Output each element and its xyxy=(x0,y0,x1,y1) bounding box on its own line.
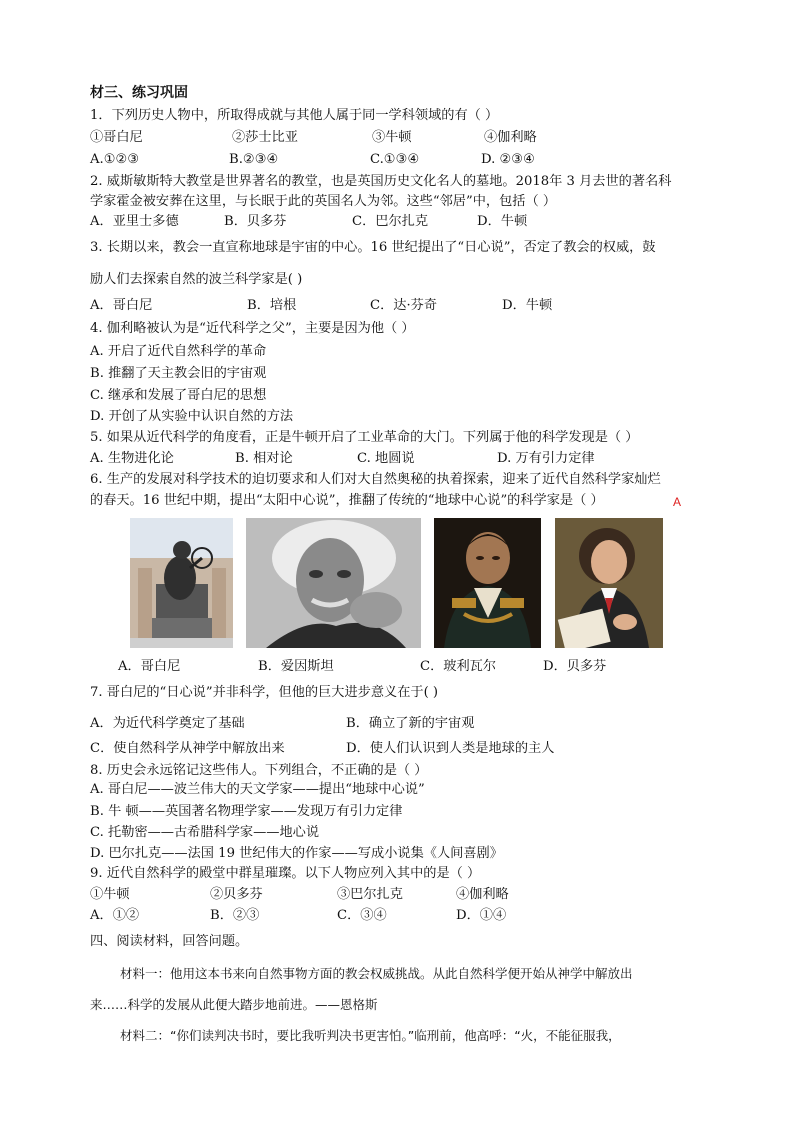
q1-item: ④伽利略 xyxy=(484,130,537,145)
q6-option-d[interactable]: D．贝多芬 xyxy=(543,659,607,674)
q3-option-c[interactable]: C．达·芬奇 xyxy=(370,298,438,313)
q5-stem: 5. 如果从近代科学的角度看，正是牛顿开启了工业革命的大门。下列属于他的科学发现是（ ） xyxy=(90,430,639,445)
q1-option-d[interactable]: D. ②③④ xyxy=(481,152,535,167)
material2-line1: 材料二：“你们读判决书时，要比我听判决书更害怕。”临刑前，他高呼：“火，不能征服我， xyxy=(120,1028,621,1043)
q7-option-c[interactable]: C．使自然科学从神学中解放出来 xyxy=(90,741,285,756)
q2-option-c[interactable]: C．巴尔扎克 xyxy=(352,214,429,229)
q1-option-b[interactable]: B.②③④ xyxy=(229,152,279,167)
q8-option-a[interactable]: A. 哥白尼——波兰伟大的天文学家——提出“地球中心说” xyxy=(90,782,425,797)
q6-answer-mark: A xyxy=(673,495,682,509)
q1-stem: 1．下列历史人物中，所取得成就与其他人属于同一学科领域的有（ ） xyxy=(90,108,499,123)
q2-option-b[interactable]: B．贝多芬 xyxy=(224,214,287,229)
q1-item: ③牛顿 xyxy=(372,130,412,145)
copernicus-statue-image[interactable] xyxy=(130,518,233,648)
section4-title: 四、阅读材料，回答问题。 xyxy=(90,934,249,949)
material1-line1: 材料一：他用这本书来向自然事物方面的教会权威挑战。从此自然科学便开始从神学中解放出 xyxy=(120,966,633,981)
q4-option-c[interactable]: C. 继承和发展了哥白尼的思想 xyxy=(90,388,267,403)
q4-stem: 4. 伽利略被认为是“近代科学之父”，主要是因为他（ ） xyxy=(90,321,415,336)
q8-stem: 8. 历史会永远铭记这些伟人。下列组合，不正确的是（ ） xyxy=(90,763,428,778)
beethoven-portrait[interactable] xyxy=(555,518,663,648)
material1-line2: 来……科学的发展从此便大踏步地前进。——恩格斯 xyxy=(90,997,378,1012)
q8-option-d[interactable]: D. 巴尔扎克——法国 19 世纪伟大的作家——写成小说集《人间喜剧》 xyxy=(90,846,503,861)
q5-option-d[interactable]: D. 万有引力定律 xyxy=(497,451,595,466)
einstein-photo[interactable] xyxy=(246,518,421,648)
q3-option-a[interactable]: A．哥白尼 xyxy=(90,298,153,313)
q9-option-c[interactable]: C．③④ xyxy=(337,908,387,923)
q2-stem-line2: 学家霍金被安葬在这里，与长眠于此的英国名人为邻。这些“邻居”中，包括（ ） xyxy=(90,194,557,209)
q6-stem-line2: 的春天。16 世纪中期，提出“太阳中心说”，推翻了传统的“地球中心说”的科学家是（ ） xyxy=(90,493,604,508)
q5-option-a[interactable]: A. 生物进化论 xyxy=(90,451,174,466)
q1-item: ②莎士比亚 xyxy=(232,130,298,145)
q6-option-b[interactable]: B．爱因斯坦 xyxy=(258,659,334,674)
q8-option-b[interactable]: B. 牛 顿——英国著名物理学家——发现万有引力定律 xyxy=(90,804,403,819)
q9-option-d[interactable]: D．①④ xyxy=(456,908,507,923)
q3-stem-line1: 3. 长期以来，教会一直宣称地球是宇宙的中心。16 世纪提出了“日心说”，否定了教会的权威，鼓 xyxy=(90,240,656,255)
q9-item: ②贝多芬 xyxy=(210,887,263,902)
q4-option-b[interactable]: B. 推翻了天主教会旧的宇宙观 xyxy=(90,366,267,381)
q6-stem-line1: 6. 生产的发展对科学技术的迫切要求和人们对大自然奥秘的执着探索，迎来了近代自然科学家灿烂 xyxy=(90,472,661,487)
q7-option-d[interactable]: D．使人们认识到人类是地球的主人 xyxy=(346,741,555,756)
q9-item: ④伽利略 xyxy=(456,887,509,902)
q9-option-b[interactable]: B．②③ xyxy=(210,908,260,923)
q3-stem-line2: 励人们去探索自然的波兰科学家是( ) xyxy=(90,272,303,287)
q7-stem: 7. 哥白尼的“日心说”并非科学，但他的巨大进步意义在于( ) xyxy=(90,685,439,700)
q3-option-d[interactable]: D．牛顿 xyxy=(502,298,553,313)
section-title: 材三、练习巩固 xyxy=(90,85,188,101)
q7-option-a[interactable]: A．为近代科学奠定了基础 xyxy=(90,716,245,731)
q4-option-a[interactable]: A. 开启了近代自然科学的革命 xyxy=(90,344,267,359)
q8-option-c[interactable]: C. 托勒密——古希腊科学家——地心说 xyxy=(90,825,320,840)
q9-stem: 9. 近代自然科学的殿堂中群星璀璨。以下人物应列入其中的是（ ） xyxy=(90,866,481,881)
q4-option-d[interactable]: D. 开创了从实验中认识自然的方法 xyxy=(90,409,294,424)
q5-option-c[interactable]: C. 地圆说 xyxy=(357,451,415,466)
q9-item: ①牛顿 xyxy=(90,887,130,902)
q5-option-b[interactable]: B. 相对论 xyxy=(235,451,293,466)
q1-option-a[interactable]: A.①②③ xyxy=(90,152,140,167)
bolivar-portrait[interactable] xyxy=(434,518,541,648)
q3-option-b[interactable]: B．培根 xyxy=(247,298,297,313)
q2-stem-line1: 2. 威斯敏斯特大教堂是世界著名的教堂，也是英国历史文化名人的墓地。2018年 3 月去世的著名科 xyxy=(90,174,672,189)
q1-option-c[interactable]: C.①③④ xyxy=(370,152,420,167)
q7-option-b[interactable]: B．确立了新的宇宙观 xyxy=(346,716,475,731)
q1-item: ①哥白尼 xyxy=(90,130,143,145)
q6-option-a[interactable]: A．哥白尼 xyxy=(118,659,181,674)
q9-option-a[interactable]: A．①② xyxy=(90,908,140,923)
q6-option-c[interactable]: C．玻利瓦尔 xyxy=(420,659,497,674)
q9-item: ③巴尔扎克 xyxy=(337,887,403,902)
q2-option-a[interactable]: A．亚里士多德 xyxy=(90,214,179,229)
q2-option-d[interactable]: D．牛顿 xyxy=(477,214,528,229)
